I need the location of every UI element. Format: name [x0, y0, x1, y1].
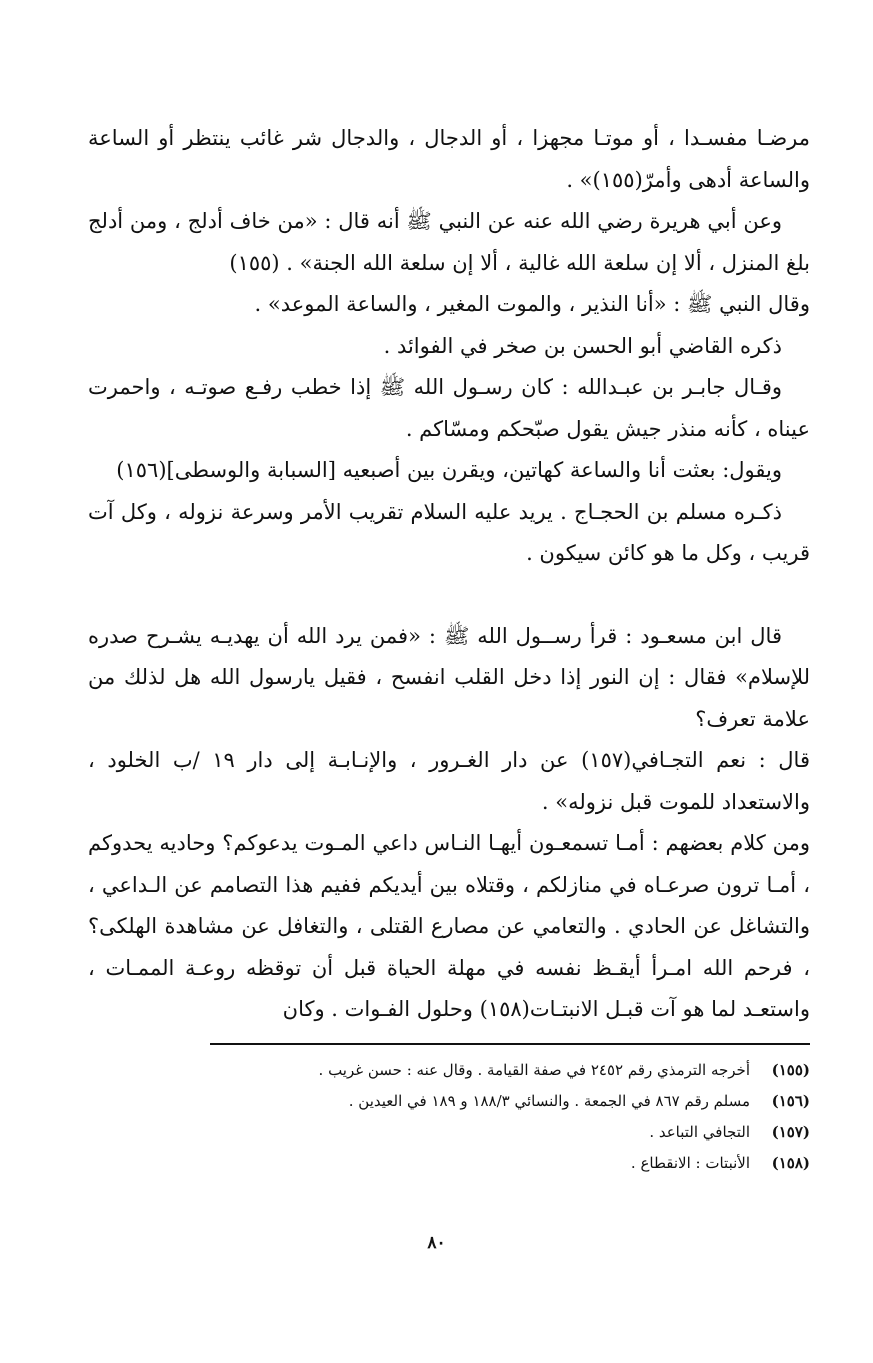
- footnote-number: (١٥٨): [771, 1153, 810, 1172]
- footnote: [88, 1117, 810, 1148]
- paragraph: ومن كلام بعضهم : أمـا تسمعـون أيهـا النـاس داعي المـوت يدعوكم؟ وحاديه يحدوكم ، أمـا ترون صرعـاه في منازلكم ، وقتلاه بين أيديكم ففيم هذا التصامم عن الـداعي ، والتشاغل عن الحادي . والتعامي عن مصارع القتلى ، والتغافل عن مشاهدة الهلكى؟ ، فرحم الله امـرأ أيقـظ نفسه في مهلة الحياة قبل أن توقظه روعـة الممـات ، واستعـد لما هو آت قبـل الانبتـات(١٥٨) وحلول الفـوات . وكان: [88, 831, 810, 1021]
- paragraph: وعن أبي هريرة رضي الله عنه عن النبي ﷺ أنه قال : «من خاف أدلج ، ومن أدلج بلغ المنزل ، ألا إن سلعة الله غالية ، ألا إن سلعة الله الجنة» . (١٥٥): [88, 209, 810, 275]
- footnote: [88, 1148, 810, 1179]
- paragraph: قال ابن مسعـود : قرأ رســول الله ﷺ : «فمن يرد الله أن يهديـه يشـرح صدره للإسلام» فقال : إن النور إذا دخل القلب انفسح ، فقيل يارسول الله هل لذلك من علامة تعرف؟: [88, 623, 810, 731]
- main-text: [88, 118, 810, 1031]
- footnote-text: أخرجه الترمذي رقم ٢٤٥٢ في صفة القيامة . وقال عنه : حسن غريب .: [318, 1060, 750, 1079]
- footnote-number: (١٥٧): [771, 1122, 810, 1141]
- paragraph: ذكره القاضي أبو الحسن بن صخر في الفوائد .: [383, 333, 782, 358]
- footnotes: [88, 1055, 810, 1179]
- section-gap: [88, 575, 810, 616]
- footnote-number: (١٥٥): [771, 1060, 810, 1079]
- paragraph: قال : نعم التجـافي(١٥٧) عن دار الغـرور ، والإنـابـة إلى دار ١٩ /ب الخلود ، والاستعداد للموت قبل نزوله» .: [88, 748, 810, 814]
- paragraph: ذكـره مسلم بن الحجـاج . يريد عليه السلام تقريب الأمر وسرعة نزوله ، وكل آت قريب ، وكل ما هو كائن سيكون .: [88, 499, 810, 565]
- footnote-text: الأنبتات : الانقطاع .: [630, 1153, 750, 1172]
- footnote: [88, 1086, 810, 1117]
- paragraph: وقال النبي ﷺ : «أنا النذير ، والموت المغير ، والساعة الموعد» .: [254, 292, 810, 316]
- paragraph: مرضـا مفسـدا ، أو موتـا مجهزا ، أو الدجال ، والدجال شر غائب ينتظر أو الساعة والساعة أدهى وأمرّ(١٥٥)» .: [88, 126, 810, 192]
- footnote-text: مسلم رقم ٨٦٧ في الجمعة . والنسائي ١٨٨/٣ و ١٨٩ في العيدين .: [348, 1091, 750, 1110]
- paragraph: ويقول: بعثت أنا والساعة كهاتين، ويقرن بين أصبعيه [السبابة والوسطى](١٥٦): [116, 458, 782, 482]
- footnote-number: (١٥٦): [771, 1091, 810, 1110]
- footnote: [88, 1055, 810, 1086]
- footnote-divider: [210, 1043, 810, 1045]
- paragraph: وقـال جابـر بن عبـدالله : كان رسـول الله ﷺ إذا خطب رفـع صوتـه ، واحمرت عيناه ، كأنه منذر جيش يقول صبّحكم ومسّاكم .: [88, 375, 810, 441]
- footnote-text: التجافي التباعد .: [649, 1122, 750, 1141]
- book-page: [88, 118, 810, 1179]
- page-number: ٨٠: [427, 1233, 446, 1253]
